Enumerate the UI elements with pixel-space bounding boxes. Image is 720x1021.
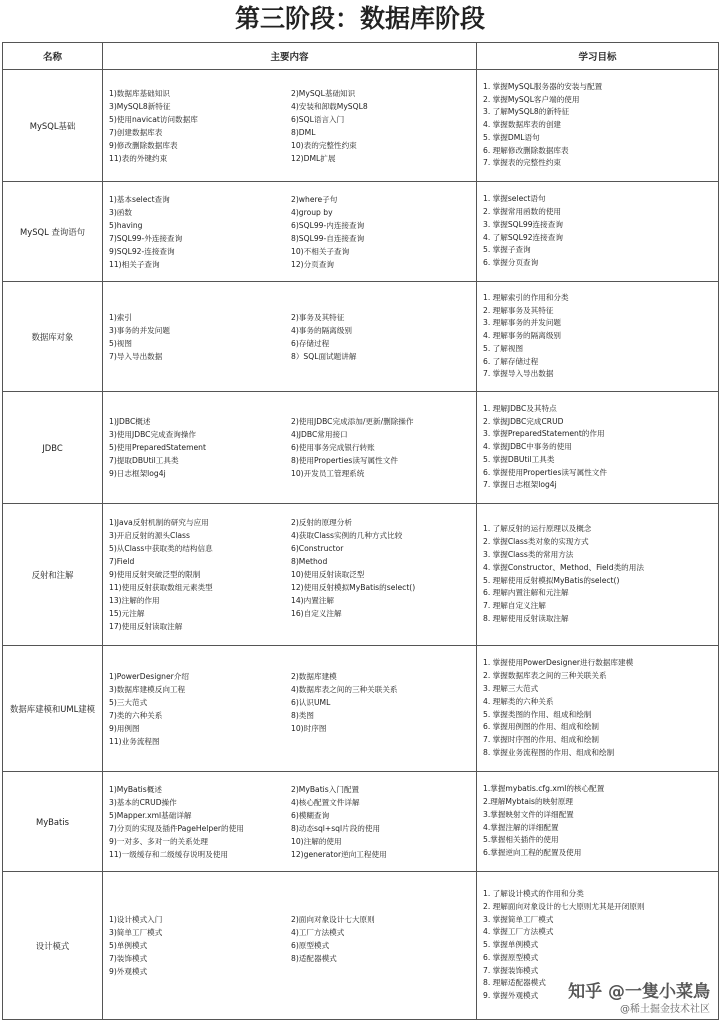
goal-item: 1. 了解设计模式的作用和分类	[483, 888, 584, 898]
content-item: 6)Constructor	[291, 544, 344, 553]
content-item: 1)数据库基础知识	[109, 88, 170, 98]
content-item: 11)相关子查询	[109, 259, 160, 269]
goal-item: 7. 掌握时序图的作用、组成和绘制	[483, 735, 599, 745]
goal-item: 2. 掌握JDBC完成CRUD	[483, 416, 564, 426]
content-item: 2)MySQL基础知识	[291, 88, 356, 98]
content-item: 17)使用反射读取注解	[109, 622, 183, 631]
goal-item: 9. 掌握外观模式	[483, 991, 539, 1001]
goal-item: 8. 理解使用反射读取注解	[483, 613, 569, 623]
watermark	[500, 977, 710, 1015]
content-item: 7)Field	[109, 557, 135, 566]
content-item: 9)一对多、多对一的关系处理	[109, 836, 208, 846]
goal-item: 8. 掌握业务流程图的作用、组成和绘制	[483, 747, 615, 757]
goal-item: 1. 掌握MySQL服务器的安装与配置	[483, 81, 603, 91]
content-grid	[109, 670, 470, 748]
content-item: 1)索引	[109, 312, 132, 322]
goal-item: 5. 掌握DML语句	[483, 132, 540, 142]
content-item: 1)设计模式入门	[109, 915, 163, 924]
goal-item: 7. 理解自定义注解	[483, 601, 546, 611]
content-item: 6)存储过程	[291, 338, 330, 348]
goal-item: 4. 掌握工厂方法模式	[483, 927, 554, 937]
content-item: 5)单例模式	[109, 941, 148, 950]
content-item: 8)SQL99-自连接查询	[291, 233, 365, 243]
goal-item: 6. 理解修改删除数据库表	[483, 145, 569, 155]
content-item: 12)generator逆向工程使用	[291, 849, 387, 859]
goal-item: 5. 掌握子查询	[483, 245, 531, 255]
goal-item: 2. 理解面向对象设计的七大原则尤其是开闭原则	[483, 901, 645, 911]
content-item: 10)注解的使用	[291, 836, 342, 846]
content-item: 4)获取Class实例的几种方式比较	[291, 531, 403, 540]
column-header-name: 名称	[3, 43, 103, 70]
content-item: 7)创建数据库表	[109, 127, 163, 137]
goal-item: 4. 掌握数据库表的创建	[483, 120, 562, 130]
content-item: 5)使用navicat访问数据库	[109, 114, 198, 124]
column-header-goals: 学习目标	[477, 43, 719, 70]
goal-item: 3. 掌握简单工厂模式	[483, 914, 554, 924]
module-name: MySQL基础	[3, 70, 103, 182]
content-item: 5)使用PreparedStatement	[109, 443, 206, 452]
content-item: 11)一级缓存和二级缓存说明及使用	[109, 849, 228, 859]
goal-item: 1.掌握mybatis.cfg.xml的核心配置	[483, 784, 605, 794]
content-item: 12)分页查询	[291, 259, 334, 269]
module-content	[103, 282, 477, 392]
goal-item: 6.掌握逆向工程的配置及使用	[483, 848, 582, 858]
content-item: 5)having	[109, 220, 143, 230]
goal-item: 3. 理解三大范式	[483, 683, 539, 693]
content-item: 5)视图	[109, 338, 132, 348]
content-item: 9)用例图	[109, 723, 140, 733]
module-goals	[477, 772, 719, 872]
table-body	[3, 70, 719, 1020]
content-item: 7)装饰模式	[109, 954, 148, 963]
content-item: 8)适配器模式	[291, 954, 337, 963]
content-item: 7)导入导出数据	[109, 351, 163, 361]
module-name: 反射和注解	[3, 504, 103, 646]
content-item: 8)类图	[291, 710, 314, 720]
goal-item: 2. 掌握MySQL客户端的使用	[483, 94, 580, 104]
content-item: 5)三大范式	[109, 697, 148, 707]
content-item: 15)元注解	[109, 609, 145, 618]
content-item: 4)安装和卸载MySQL8	[291, 101, 368, 111]
goal-item: 5.掌握相关插件的使用	[483, 835, 559, 845]
content-item: 7)类的六种关系	[109, 710, 163, 720]
goal-item: 1. 理解索引的作用和分类	[483, 292, 569, 302]
content-item: 1)Java反射机制的研究与应用	[109, 518, 209, 527]
module-goals	[477, 182, 719, 282]
goal-item: 8. 理解适配器模式	[483, 978, 546, 988]
content-item: 9)SQL92-连接查询	[109, 246, 175, 256]
module-content	[103, 70, 477, 182]
content-item: 6)原型模式	[291, 941, 330, 950]
content-item: 5)Mapper.xml基础详解	[109, 810, 192, 820]
table-row	[3, 182, 719, 282]
goal-item: 4. 理解事务的隔离级别	[483, 331, 562, 341]
module-content	[103, 504, 477, 646]
content-item: 3)使用JDBC完成查询操作	[109, 430, 197, 439]
content-item: 13)注解的作用	[109, 596, 160, 605]
content-item: 12)使用反射模拟MyBatis的select()	[291, 583, 416, 592]
content-item: 10)不相关子查询	[291, 246, 350, 256]
watermark-zhihu: 知乎 @一隻小菜鳥	[568, 982, 710, 1002]
content-item: 4)group by	[291, 207, 333, 217]
content-item: 2)where子句	[291, 194, 338, 204]
module-goals	[477, 504, 719, 646]
goal-item: 6. 理解内置注解和元注解	[483, 588, 569, 598]
content-item: 9)使用反射突破泛型的限制	[109, 570, 201, 579]
content-item: 7)提取DBUtil工具类	[109, 456, 179, 465]
header-row	[3, 43, 719, 70]
content-item: 2)MyBatis入门配置	[291, 784, 360, 794]
content-item: 3)开启反射的源头Class	[109, 531, 190, 540]
goal-item: 2. 掌握数据库表之间的三种关联关系	[483, 671, 607, 681]
content-item: 4)事务的隔离级别	[291, 325, 352, 335]
column-header-content: 主要内容	[103, 43, 477, 70]
goal-item: 4. 理解类的六种关系	[483, 696, 554, 706]
goal-item: 3. 掌握Class类的常用方法	[483, 549, 574, 559]
content-item: 9)外观模式	[109, 967, 148, 976]
content-item: 14)内置注解	[291, 596, 334, 605]
content-item: 4)数据库表之间的三种关联关系	[291, 684, 398, 694]
content-item: 16)自定义注解	[291, 609, 342, 618]
module-content	[103, 392, 477, 504]
table-row	[3, 70, 719, 182]
content-item: 9)修改删除数据库表	[109, 140, 178, 150]
content-item: 10)使用反射读取泛型	[291, 570, 365, 579]
goal-item: 7. 掌握表的完整性约束	[483, 158, 562, 168]
content-grid	[109, 87, 470, 165]
page-title: 第三阶段：数据库阶段	[234, 4, 485, 33]
content-item: 8)使用Properties读写属性文件	[291, 456, 398, 465]
table-row	[3, 392, 719, 504]
content-item: 3)基本的CRUD操作	[109, 797, 177, 807]
module-content	[103, 772, 477, 872]
content-item: 10)表的完整性约束	[291, 140, 357, 150]
goal-item: 6. 掌握用例图的作用、组成和绘制	[483, 722, 599, 732]
watermark-juejin: @稀土掘金技术社区	[620, 1004, 710, 1015]
content-item: 1)基本select查询	[109, 194, 170, 204]
content-item: 8)动态sql+sql片段的使用	[291, 823, 381, 833]
goal-item: 3. 理解事务的并发问题	[483, 318, 562, 328]
content-grid	[109, 913, 470, 978]
content-item: 6)使用事务完成银行转账	[291, 443, 375, 452]
content-item: 12)DML扩展	[291, 153, 336, 163]
module-content	[103, 646, 477, 772]
content-item: 7)分页的实现及插件PageHelper的使用	[109, 823, 244, 833]
goal-item: 7. 掌握装饰模式	[483, 965, 539, 975]
content-item: 6)SQL语言入门	[291, 114, 345, 124]
goal-item: 4.掌握注解的详细配置	[483, 822, 559, 832]
content-item: 3)函数	[109, 207, 132, 217]
goal-item: 3. 掌握PreparedStatement的作用	[483, 429, 605, 439]
content-item: 10)开发员工管理系统	[291, 469, 365, 478]
goal-item: 3. 掌握SQL99连接查询	[483, 219, 563, 229]
table-row	[3, 772, 719, 872]
goal-item: 2.理解Mybtais的映射原理	[483, 796, 573, 806]
module-name: 设计模式	[3, 872, 103, 1020]
content-item: 6)认识UML	[291, 697, 331, 707]
goal-item: 5. 掌握DBUtil工具类	[483, 454, 555, 464]
goal-item: 3.掌握映射文件的详细配置	[483, 809, 574, 819]
table-row	[3, 504, 719, 646]
goal-item: 1. 掌握select语句	[483, 194, 546, 204]
content-item: 11)使用反射获取数组元素类型	[109, 583, 213, 592]
module-goals	[477, 282, 719, 392]
module-name: 数据库建模和UML建模	[3, 646, 103, 772]
content-item: 3)简单工厂模式	[109, 928, 163, 937]
module-goals	[477, 70, 719, 182]
content-item: 6)SQL99-内连接查询	[291, 220, 365, 230]
content-item: 3)数据库建模反向工程	[109, 684, 186, 694]
module-goals	[477, 392, 719, 504]
goal-item: 3. 了解MySQL8的新特征	[483, 107, 570, 117]
goal-item: 4. 掌握Constructor、Method、Field类的用法	[483, 562, 644, 572]
module-goals	[477, 646, 719, 772]
goal-item: 2. 理解事务及其特征	[483, 305, 554, 315]
content-item: 2)使用JDBC完成添加/更新/删除操作	[291, 417, 414, 426]
goal-item: 1. 理解JDBC及其特点	[483, 403, 557, 413]
content-item: 4)工厂方法模式	[291, 928, 345, 937]
content-item: 8）SQL面试题讲解	[291, 351, 357, 361]
content-item: 11)表的外键约束	[109, 153, 168, 163]
goal-item: 5. 了解视图	[483, 343, 524, 353]
content-item: 4)JDBC常用接口	[291, 430, 348, 439]
goal-item: 1. 了解反射的运行原理以及概念	[483, 524, 592, 534]
curriculum-table	[2, 42, 719, 1020]
goal-item: 7. 掌握日志框架log4j	[483, 480, 557, 490]
goal-item: 5. 掌握类图的作用、组成和绘制	[483, 709, 592, 719]
goal-item: 6. 了解存储过程	[483, 356, 539, 366]
content-item: 3)MySQL8新特征	[109, 101, 171, 111]
goal-item: 6. 掌握使用Properties读写属性文件	[483, 467, 607, 477]
content-item: 8)Method	[291, 557, 328, 566]
module-content	[103, 182, 477, 282]
content-item: 10)时序图	[291, 723, 327, 733]
content-grid	[109, 311, 470, 363]
content-item: 3)事务的并发问题	[109, 325, 170, 335]
goal-item: 6. 掌握原型模式	[483, 952, 539, 962]
module-name: JDBC	[3, 392, 103, 504]
content-item: 8)DML	[291, 127, 316, 137]
content-item: 1)PowerDesigner介绍	[109, 671, 189, 681]
content-item: 4)核心配置文件详解	[291, 797, 360, 807]
goal-item: 7. 掌握导入导出数据	[483, 369, 554, 379]
content-item: 1)JDBC概述	[109, 417, 151, 426]
content-item: 9)日志框架log4j	[109, 469, 166, 478]
content-item: 7)SQL99-外连接查询	[109, 233, 183, 243]
goal-item: 4. 了解SQL92连接查询	[483, 232, 563, 242]
module-content	[103, 872, 477, 1020]
goal-item: 6. 掌握分页查询	[483, 258, 539, 268]
content-grid	[109, 783, 470, 861]
content-item: 2)反射的原理分析	[291, 518, 352, 527]
module-name: MySQL 查询语句	[3, 182, 103, 282]
content-grid	[109, 193, 470, 271]
table-row	[3, 282, 719, 392]
content-item: 6)模糊查询	[291, 810, 330, 820]
content-grid	[109, 415, 470, 480]
module-name: MyBatis	[3, 772, 103, 872]
content-grid	[109, 516, 470, 633]
content-item: 2)面向对象设计七大原则	[291, 915, 375, 924]
content-item: 2)数据库建模	[291, 671, 337, 681]
content-item: 2)事务及其特征	[291, 312, 345, 322]
content-item: 1)MyBatis概述	[109, 784, 162, 794]
table-row	[3, 646, 719, 772]
goal-item: 1. 掌握使用PowerDesigner进行数据库建模	[483, 658, 634, 668]
content-item: 11)业务流程图	[109, 736, 160, 746]
module-name: 数据库对象	[3, 282, 103, 392]
content-item: 5)从Class中获取类的结构信息	[109, 544, 213, 553]
goal-item: 4. 掌握JDBC中事务的使用	[483, 442, 572, 452]
goal-item: 2. 掌握Class类对象的实现方式	[483, 537, 589, 547]
goal-item: 2. 掌握常用函数的使用	[483, 206, 562, 216]
goal-item: 5. 理解使用反射模拟MyBatis的select()	[483, 575, 620, 585]
goal-item: 5. 掌握单例模式	[483, 940, 539, 950]
